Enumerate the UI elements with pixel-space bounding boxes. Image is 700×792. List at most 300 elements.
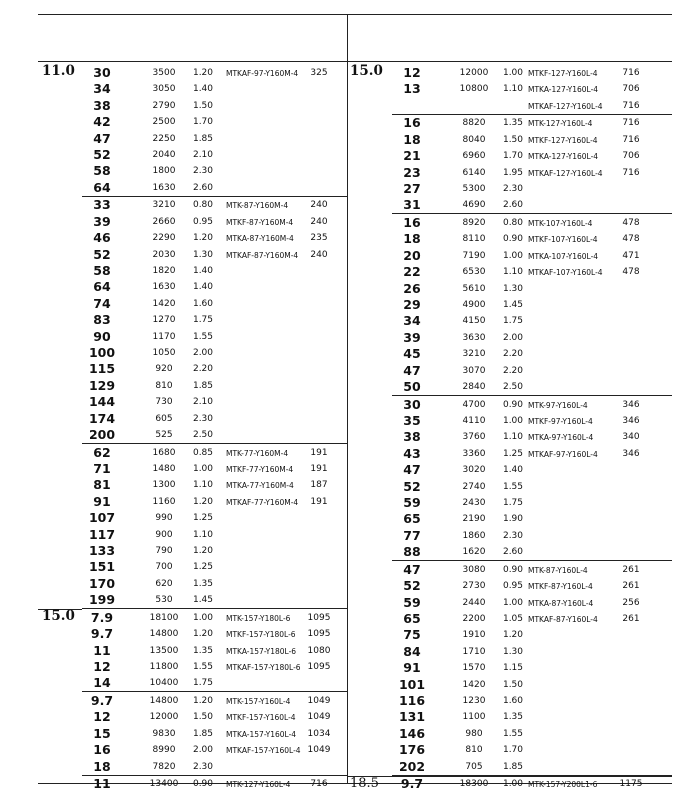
group-divider xyxy=(82,775,347,776)
output-speed: 42 xyxy=(93,114,111,130)
service-factor: 1.50 xyxy=(192,100,214,111)
output-speed: 29 xyxy=(403,297,421,312)
output-speed: 101 xyxy=(398,676,426,692)
output-torque: 790 xyxy=(155,546,173,556)
service-factor: 1.00 xyxy=(502,68,524,78)
output-torque: 3080 xyxy=(462,564,486,575)
output-speed: 133 xyxy=(88,543,116,558)
service-factor: 2.00 xyxy=(192,745,214,756)
output-speed: 21 xyxy=(403,148,421,164)
weight-value: 325 xyxy=(310,68,328,78)
model-code: MTK-157-Y200L1-6 xyxy=(528,780,598,790)
output-speed: 9.7 xyxy=(400,776,424,792)
output-torque: 8920 xyxy=(462,218,486,228)
service-factor: 1.00 xyxy=(192,612,214,623)
model-code: MTKA-157-Y180L-6 xyxy=(226,646,297,656)
output-speed: 30 xyxy=(403,396,421,412)
service-factor: 1.40 xyxy=(192,282,214,293)
output-torque: 5300 xyxy=(462,184,486,194)
weight-value: 346 xyxy=(622,399,640,410)
output-speed: 151 xyxy=(88,559,116,575)
service-factor: 1.35 xyxy=(502,712,524,723)
output-torque: 1710 xyxy=(462,646,486,657)
service-factor: 1.10 xyxy=(192,480,214,491)
service-factor: 1.20 xyxy=(192,233,214,244)
service-factor: 1.40 xyxy=(192,266,214,276)
group-divider xyxy=(82,691,347,692)
weight-value: 716 xyxy=(622,118,640,129)
output-torque: 8820 xyxy=(462,118,486,129)
service-factor: 1.25 xyxy=(192,562,214,573)
output-speed: 74 xyxy=(93,295,111,311)
output-torque: 2040 xyxy=(152,150,176,160)
output-torque: 1420 xyxy=(462,679,486,690)
service-factor: 1.10 xyxy=(502,84,524,95)
service-factor: 1.85 xyxy=(192,380,214,391)
weight-value: 478 xyxy=(622,218,640,228)
service-factor: 2.20 xyxy=(192,364,214,375)
power-label: 15.0 xyxy=(42,607,75,624)
service-factor: 0.90 xyxy=(502,564,524,575)
power-divider xyxy=(348,776,672,777)
output-torque: 1420 xyxy=(152,298,176,309)
output-speed: 47 xyxy=(93,130,111,146)
service-factor: 1.20 xyxy=(192,696,214,706)
output-speed: 170 xyxy=(88,575,116,591)
output-torque: 2660 xyxy=(152,216,176,227)
output-speed: 13 xyxy=(403,81,421,97)
model-code: MTKAF-97-Y160M-4 xyxy=(226,69,299,78)
output-speed: 15 xyxy=(93,725,111,741)
model-code: MTKF-127-Y160L-4 xyxy=(528,69,598,78)
weight-value: 1049 xyxy=(307,696,331,706)
output-torque: 12000 xyxy=(459,68,489,78)
output-speed: 199 xyxy=(88,592,116,608)
output-torque: 3020 xyxy=(462,465,486,476)
output-speed: 23 xyxy=(403,164,421,180)
output-torque: 3210 xyxy=(152,200,176,211)
output-torque: 1860 xyxy=(462,530,486,541)
service-factor: 1.55 xyxy=(502,728,524,739)
output-torque: 10400 xyxy=(149,678,179,689)
output-torque: 1300 xyxy=(152,480,176,491)
output-speed: 39 xyxy=(403,329,421,345)
output-torque: 1910 xyxy=(462,630,486,641)
service-factor: 1.00 xyxy=(192,464,214,474)
output-torque: 1630 xyxy=(152,182,176,193)
model-code: MTKA-87-Y160L-4 xyxy=(528,598,594,608)
weight-value: 716 xyxy=(622,167,640,178)
service-factor: 1.00 xyxy=(502,416,524,426)
output-torque: 1270 xyxy=(152,315,176,326)
weight-value: 191 xyxy=(310,447,328,458)
weight-value: 261 xyxy=(622,614,640,624)
output-torque: 18300 xyxy=(459,779,489,790)
weight-value: 706 xyxy=(622,151,640,162)
output-speed: 26 xyxy=(403,280,421,296)
output-torque: 1160 xyxy=(152,496,176,507)
model-code: MTKAF-157-Y180L-6 xyxy=(226,663,301,672)
service-factor: 1.95 xyxy=(502,167,524,178)
service-factor: 1.15 xyxy=(502,663,524,674)
output-speed: 65 xyxy=(403,611,421,626)
weight-value: 1095 xyxy=(307,662,331,672)
service-factor: 0.80 xyxy=(192,200,214,211)
output-speed: 11 xyxy=(93,642,111,658)
model-code: MTKF-77-Y160M-4 xyxy=(226,465,294,474)
weight-value: 187 xyxy=(310,480,328,491)
output-torque: 2190 xyxy=(462,514,486,525)
output-torque: 1630 xyxy=(152,282,176,293)
service-factor: 0.80 xyxy=(502,218,524,228)
output-torque: 5610 xyxy=(462,283,486,294)
output-speed: 65 xyxy=(403,511,421,527)
service-factor: 1.40 xyxy=(502,465,524,476)
output-torque: 2250 xyxy=(152,133,176,144)
model-code: MTKAF-87-Y160M-4 xyxy=(226,250,299,260)
output-torque: 2790 xyxy=(152,100,176,111)
weight-value: 261 xyxy=(622,581,640,592)
service-factor: 1.35 xyxy=(192,578,214,589)
weight-value: 716 xyxy=(622,134,640,145)
output-torque: 8040 xyxy=(462,134,486,145)
service-factor: 1.85 xyxy=(502,761,524,772)
service-factor: 2.30 xyxy=(192,761,214,772)
group-divider xyxy=(392,560,672,561)
output-torque: 8990 xyxy=(152,745,176,756)
service-factor: 1.60 xyxy=(192,298,214,309)
service-factor: 2.30 xyxy=(502,184,524,194)
output-torque: 4110 xyxy=(462,416,486,426)
output-speed: 31 xyxy=(403,197,421,213)
output-speed: 75 xyxy=(403,627,421,643)
output-torque: 990 xyxy=(155,513,173,524)
weight-value: 191 xyxy=(310,496,328,507)
service-factor: 1.70 xyxy=(192,117,214,128)
model-code: MTKA-97-Y160L-4 xyxy=(528,433,594,443)
service-factor: 1.45 xyxy=(502,300,524,310)
output-torque: 18100 xyxy=(149,612,179,623)
model-code: MTKF-157-Y160L-4 xyxy=(226,713,296,723)
weight-value: 1095 xyxy=(307,629,331,640)
weight-value: 240 xyxy=(310,200,328,211)
output-torque: 7820 xyxy=(152,761,176,772)
service-factor: 2.00 xyxy=(192,348,214,358)
service-factor: 1.75 xyxy=(502,316,524,327)
output-torque: 4150 xyxy=(462,316,486,327)
output-speed: 88 xyxy=(403,544,421,560)
output-torque: 3210 xyxy=(462,349,486,360)
service-factor: 1.50 xyxy=(192,712,214,723)
service-factor: 2.60 xyxy=(502,547,524,558)
service-factor: 1.55 xyxy=(502,481,524,492)
service-factor: 1.10 xyxy=(502,432,524,443)
service-factor: 1.05 xyxy=(502,614,524,624)
output-torque: 14800 xyxy=(149,696,179,706)
output-torque: 10800 xyxy=(459,84,489,95)
output-torque: 1800 xyxy=(152,166,176,177)
output-speed: 71 xyxy=(93,461,111,476)
service-factor: 1.20 xyxy=(192,496,214,507)
service-factor: 1.85 xyxy=(192,728,214,739)
weight-value: 478 xyxy=(622,267,640,278)
output-speed: 176 xyxy=(398,742,426,758)
output-torque: 1620 xyxy=(462,547,486,558)
service-factor: 0.90 xyxy=(502,234,524,245)
output-speed: 115 xyxy=(88,361,116,377)
service-factor: 1.10 xyxy=(502,267,524,278)
model-code: MTKF-157-Y180L-6 xyxy=(226,630,296,640)
group-divider xyxy=(82,608,347,609)
output-torque: 9830 xyxy=(152,728,176,739)
output-speed: 52 xyxy=(403,578,421,594)
model-code: MTKAF-97-Y160L-4 xyxy=(528,449,598,459)
weight-value: 240 xyxy=(310,249,328,260)
output-torque: 3070 xyxy=(462,365,486,376)
service-factor: 2.20 xyxy=(502,365,524,376)
header-bottom-border xyxy=(38,61,672,62)
service-factor: 1.85 xyxy=(192,133,214,144)
output-speed: 45 xyxy=(403,346,421,362)
weight-value: 1034 xyxy=(307,728,331,739)
output-speed: 16 xyxy=(403,215,421,230)
output-speed: 12 xyxy=(93,709,111,725)
output-speed: 77 xyxy=(403,527,421,543)
output-torque: 810 xyxy=(155,380,173,391)
weight-value: 256 xyxy=(622,597,640,608)
service-factor: 1.75 xyxy=(192,315,214,326)
output-torque: 810 xyxy=(465,745,483,756)
output-speed: 12 xyxy=(93,659,111,674)
output-speed: 16 xyxy=(93,742,111,758)
service-factor: 1.40 xyxy=(192,84,214,95)
output-torque: 2500 xyxy=(152,117,176,128)
output-torque: 6140 xyxy=(462,167,486,178)
group-divider xyxy=(392,395,672,396)
service-factor: 2.50 xyxy=(502,382,524,392)
output-speed: 58 xyxy=(93,263,111,278)
weight-value: 1095 xyxy=(307,612,331,623)
output-torque: 14800 xyxy=(149,629,179,640)
service-factor: 1.25 xyxy=(192,513,214,524)
group-divider xyxy=(82,196,347,197)
service-factor: 1.70 xyxy=(502,151,524,162)
service-factor: 1.75 xyxy=(502,498,524,508)
output-speed: 91 xyxy=(403,660,421,676)
service-factor: 2.60 xyxy=(192,182,214,193)
model-code: MTKA-87-Y160M-4 xyxy=(226,234,294,244)
output-speed: 52 xyxy=(403,478,421,494)
output-torque: 2290 xyxy=(152,233,176,244)
output-speed: 52 xyxy=(93,246,111,262)
model-code: MTKA-127-Y160L-4 xyxy=(528,152,599,162)
service-factor: 2.30 xyxy=(192,413,214,424)
output-torque: 3500 xyxy=(152,68,176,78)
service-factor: 2.00 xyxy=(502,332,524,343)
output-torque: 1100 xyxy=(462,712,486,723)
output-speed: 18 xyxy=(403,131,421,147)
weight-value: 235 xyxy=(310,233,328,244)
output-speed: 34 xyxy=(93,81,111,97)
weight-value: 1049 xyxy=(307,745,331,756)
output-speed: 12 xyxy=(403,65,421,80)
output-speed: 129 xyxy=(88,377,116,393)
service-factor: 1.70 xyxy=(502,745,524,756)
power-label: 15.0 xyxy=(350,63,383,79)
weight-value: 346 xyxy=(622,416,640,426)
output-speed: 144 xyxy=(88,394,116,410)
model-code: MTK-157-Y180L-6 xyxy=(226,613,291,623)
output-torque: 620 xyxy=(155,578,173,589)
model-code: MTKF-87-Y160L-4 xyxy=(528,582,593,592)
output-speed: 18 xyxy=(93,758,111,774)
model-code: MTK-87-Y160M-4 xyxy=(226,201,289,211)
service-factor: 0.90 xyxy=(502,399,524,410)
output-speed: 43 xyxy=(403,445,421,461)
output-torque: 11800 xyxy=(149,662,179,672)
output-torque: 2200 xyxy=(462,614,486,624)
model-code: MTK-107-Y160L-4 xyxy=(528,219,593,228)
output-speed: 34 xyxy=(403,313,421,329)
model-code: MTKA-77-Y160M-4 xyxy=(226,481,294,491)
service-factor: 1.30 xyxy=(192,249,214,260)
model-code: MTK-77-Y160M-4 xyxy=(226,448,289,458)
output-speed: 64 xyxy=(93,279,111,295)
output-torque: 920 xyxy=(155,364,173,375)
output-speed: 38 xyxy=(93,97,111,113)
output-speed: 47 xyxy=(403,462,421,478)
model-code: MTKAF-87-Y160L-4 xyxy=(528,615,598,624)
output-torque: 730 xyxy=(155,397,173,408)
output-torque: 1170 xyxy=(152,331,176,342)
model-code: MTK-127-Y160L-4 xyxy=(226,780,291,790)
service-factor: 1.25 xyxy=(502,448,524,459)
service-factor: 1.50 xyxy=(502,134,524,145)
output-speed: 18 xyxy=(403,231,421,247)
model-code: MTKF-87-Y160M-4 xyxy=(226,217,294,227)
output-torque: 6530 xyxy=(462,267,486,278)
service-factor: 0.95 xyxy=(192,216,214,227)
output-speed: 116 xyxy=(398,693,426,708)
power-label: 18.5 xyxy=(350,776,379,792)
model-code: MTKAF-107-Y160L-4 xyxy=(528,268,603,278)
model-code: MTK-157-Y160L-4 xyxy=(226,697,291,706)
output-speed: 90 xyxy=(93,328,111,344)
output-speed: 27 xyxy=(403,181,421,196)
output-torque: 605 xyxy=(155,413,173,424)
output-speed: 38 xyxy=(403,429,421,445)
output-speed: 47 xyxy=(403,561,421,577)
weight-value: 716 xyxy=(622,100,640,111)
model-code: MTKF-97-Y160L-4 xyxy=(528,417,593,426)
weight-value: 340 xyxy=(622,432,640,443)
model-code: MTK-97-Y160L-4 xyxy=(528,400,588,410)
service-factor: 1.00 xyxy=(502,597,524,608)
weight-value: 478 xyxy=(622,234,640,245)
output-speed: 52 xyxy=(93,147,111,162)
service-factor: 1.20 xyxy=(192,68,214,78)
output-speed: 9.7 xyxy=(90,626,114,642)
output-speed: 39 xyxy=(93,213,111,229)
weight-value: 716 xyxy=(310,779,328,790)
weight-value: 706 xyxy=(622,84,640,95)
output-torque: 2840 xyxy=(462,382,486,392)
output-torque: 705 xyxy=(465,761,483,772)
weight-value: 471 xyxy=(622,250,640,261)
output-speed: 58 xyxy=(93,163,111,179)
output-torque: 8110 xyxy=(462,234,486,245)
group-divider xyxy=(82,443,347,444)
output-speed: 91 xyxy=(93,493,111,509)
service-factor: 1.75 xyxy=(192,678,214,689)
output-torque: 980 xyxy=(465,728,483,739)
output-speed: 50 xyxy=(403,379,421,394)
model-code: MTK-87-Y160L-4 xyxy=(528,565,588,575)
output-torque: 2740 xyxy=(462,481,486,492)
output-speed: 64 xyxy=(93,179,111,195)
output-speed: 59 xyxy=(403,495,421,510)
weight-value: 1080 xyxy=(307,645,331,656)
output-torque: 2730 xyxy=(462,581,486,592)
service-factor: 0.90 xyxy=(192,779,214,790)
output-speed: 47 xyxy=(403,362,421,378)
service-factor: 2.60 xyxy=(502,200,524,211)
service-factor: 1.20 xyxy=(502,630,524,641)
output-torque: 4900 xyxy=(462,300,486,310)
output-torque: 13400 xyxy=(149,779,179,790)
output-speed: 100 xyxy=(88,345,116,360)
output-speed: 83 xyxy=(93,312,111,328)
output-torque: 3050 xyxy=(152,84,176,95)
output-speed: 7.9 xyxy=(90,609,114,625)
service-factor: 1.20 xyxy=(192,629,214,640)
group-divider xyxy=(392,114,672,115)
output-speed: 59 xyxy=(403,594,421,610)
service-factor: 2.50 xyxy=(192,430,214,440)
model-code: MTKA-107-Y160L-4 xyxy=(528,251,599,261)
service-factor: 0.85 xyxy=(192,447,214,458)
model-code: MTKAF-157-Y160L-4 xyxy=(226,746,301,756)
output-speed: 81 xyxy=(93,477,111,493)
model-code: MTKA-157-Y160L-4 xyxy=(226,729,297,739)
service-factor: 1.30 xyxy=(502,646,524,657)
service-factor: 2.20 xyxy=(502,349,524,360)
output-speed: 200 xyxy=(88,427,116,442)
output-speed: 16 xyxy=(403,115,421,131)
output-speed: 84 xyxy=(403,643,421,659)
output-torque: 900 xyxy=(155,529,173,540)
service-factor: 1.90 xyxy=(502,514,524,525)
output-torque: 3760 xyxy=(462,432,486,443)
service-factor: 1.45 xyxy=(192,595,214,606)
service-factor: 1.35 xyxy=(502,118,524,129)
model-code: MTK-127-Y160L-4 xyxy=(528,119,593,129)
output-speed: 62 xyxy=(93,444,111,460)
output-torque: 1570 xyxy=(462,663,486,674)
output-torque: 4690 xyxy=(462,200,486,211)
weight-value: 1175 xyxy=(619,779,643,790)
output-speed: 35 xyxy=(403,413,421,428)
output-torque: 2430 xyxy=(462,498,486,508)
model-code: MTKF-127-Y160L-4 xyxy=(528,135,598,145)
output-torque: 3360 xyxy=(462,448,486,459)
service-factor: 2.30 xyxy=(192,166,214,177)
output-speed: 30 xyxy=(93,65,111,80)
output-torque: 1230 xyxy=(462,696,486,706)
output-torque: 1480 xyxy=(152,464,176,474)
output-torque: 525 xyxy=(155,430,173,440)
service-factor: 0.95 xyxy=(502,581,524,592)
